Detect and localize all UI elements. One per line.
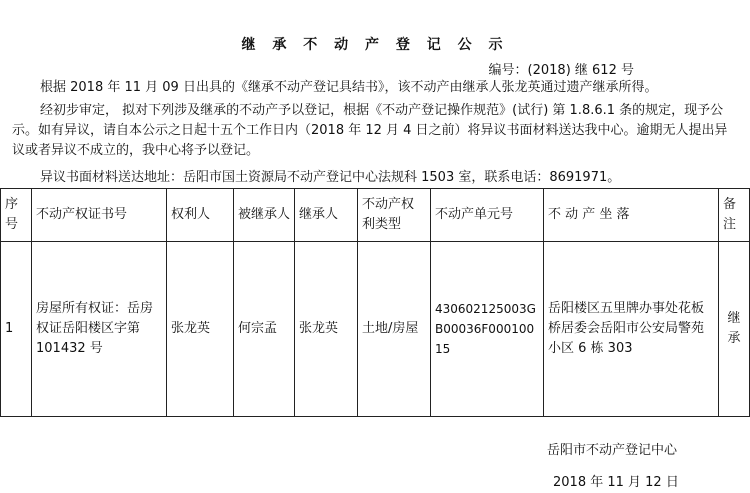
table-header-row <box>1 189 750 242</box>
registration-table <box>0 188 750 417</box>
paragraph-address: 异议书面材料送达地址：岳阳市国土资源局不动产登记中心法规科 1503 室，联系电话：8691971。 <box>40 170 621 185</box>
header-right-type: 不动产权利类型 <box>358 189 431 242</box>
page-title: 继 承 不 动 产 登 记 公 示 <box>241 37 509 53</box>
cell-unit-no: 430602125003GB00036F00010015 <box>431 242 544 417</box>
table-row <box>1 242 750 417</box>
issue-date: 2018 年 11 月 12 日 <box>553 475 679 490</box>
paragraph-review: 经初步审定， 拟对下列涉及继承的不动产予以登记，根据《不动产登记操作规范》(试行) 第 1.8.6.1 条的规定，现予公示。如有异议，请自本公示之日起十五个工作日内（2018 年 12 月 4 日之前）将异议书面材料送达我中心。逾期无人提出异议或者异议不成立的，我中心将予以登记。 <box>12 103 728 158</box>
paragraph-basis: 根据 2018 年 11 月 09 日出具的《继承不动产登记具结书》，该不动产由继承人张龙英通过遗产继承所得。 <box>40 80 658 95</box>
cell-right-type: 土地/房屋 <box>358 242 431 417</box>
cell-cert: 房屋所有权证：岳房权证岳阳楼区字第 101432 号 <box>32 242 167 417</box>
header-heir: 继承人 <box>295 189 358 242</box>
cell-note: 继承 <box>719 242 750 417</box>
header-no: 序号 <box>1 189 32 242</box>
cell-decedent: 何宗孟 <box>234 242 295 417</box>
cell-no: 1 <box>1 242 32 417</box>
header-note: 备注 <box>719 189 750 242</box>
header-unit-no: 不动产单元号 <box>431 189 544 242</box>
header-holder: 权利人 <box>167 189 234 242</box>
issuing-organization: 岳阳市不动产登记中心 <box>547 443 678 458</box>
document-number: 编号：(2018) 继 612 号 <box>488 63 634 78</box>
cell-location: 岳阳楼区五里牌办事处花板桥居委会岳阳市公安局警苑小区 6 栋 303 <box>544 242 719 417</box>
header-cert: 不动产权证书号 <box>32 189 167 242</box>
header-location: 不 动 产 坐 落 <box>544 189 719 242</box>
header-decedent: 被继承人 <box>234 189 295 242</box>
cell-heir: 张龙英 <box>295 242 358 417</box>
cell-holder: 张龙英 <box>167 242 234 417</box>
